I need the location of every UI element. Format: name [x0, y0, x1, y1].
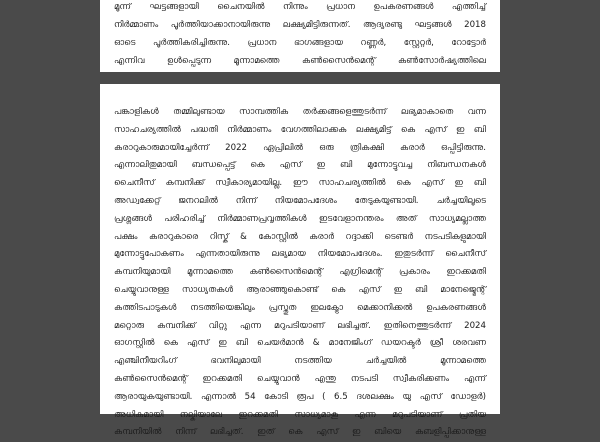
text-line: പക്ഷം കരാറുകാരെ റിസ്ക് & കോസ്റ്റിൽ കരാർ റദ്ദാക്കി ടെണ്ടർ നടപടികളുമായി	[114, 231, 486, 242]
text-line: കമ്പനിയിൽ നിന്ന് ലഭിച്ചത്. ഇത് കെ എസ് ഇ ബിയെ കബളിപ്പിക്കാനുള്ള	[114, 427, 486, 438]
text-line: കരാറുകാരുമായിച്ചേർന്ന് 2022 ഏപ്രിലിൽ ഒരു ത്രികക്ഷി കരാർ ഒപ്പിട്ടിരുന്നു.	[114, 142, 486, 153]
text-line: ഓഗസ്റ്റിൽ കെ എസ് ഇ ബി ചെയർമാൻ & മാനേജിംഗ് ഡയറക്ടർ ശ്രീ ശരവണ	[114, 338, 486, 349]
text-line: പ്രശ്നങ്ങൾ പരിഹരിച്ച് നിർമ്മാണപ്രവൃത്തികൾ ഇടവേളാനന്തരം അത് സാധ്യമല്ലാത്ത	[114, 213, 486, 224]
document-page-previous	[100, 0, 500, 72]
text-line: ചൈനീസ് കമ്പനിക്ക് സ്വീകാര്യമായില്ല. ഈ സാഹചര്യത്തിൽ കെ എസ് ഇ ബി	[114, 178, 486, 189]
document-page-current	[100, 84, 500, 438]
text-line: മൂന്ന് ഘട്ടങ്ങളായി ചൈനയിൽ നിന്നും പ്രധാന ഉപകരണങ്ങൾ എത്തിച്ച്	[114, 2, 486, 12]
text-line: സാഹചര്യത്തിൽ പദ്ധതി നിർമ്മാണം വേഗത്തിലാക്കക ലക്ഷ്യമിട്ട് കെ എസ് ഇ ബി	[114, 124, 486, 135]
text-line: കത്തിടപാടുകൾ നടത്തിയെങ്കിലും പ്രസ്തുത ഇലക്ട്രോ മെക്കാനിക്കൽ ഉപകരണങ്ങൾ	[114, 302, 486, 313]
text-line: എന്നിവ ഉൾപ്പെടുന്ന മൂന്നാമത്തെ കൺസൈൻമെന്റ് കൺസോർഷ്യത്തിലെ	[114, 56, 486, 66]
text-line: കൺസൈൻമെന്റ് ഇറക്കമതി ചെയ്യുവാൻ എന്തു നടപടി സ്വീകരിക്കണം എന്ന്	[114, 373, 486, 384]
text-line: കമ്പനിയുമായി മൂന്നാമത്തെ കൺസൈൻമെന്റ് എഗ്രിമെന്റ് പ്രകാരം ഇറക്കമതി	[114, 267, 486, 278]
text-line: ആരായുകയുണ്ടായി. എന്നാൽ 54 കോടി രൂപ ( 6.5 ദശലക്ഷം യു എസ് ഡോളർ)	[114, 391, 486, 402]
text-line: എന്നാലിതുമായി ബന്ധപ്പെട്ട് കെ എസ് ഇ ബി മുന്നോട്ടുവച്ച നിബന്ധനകൾ	[114, 160, 486, 171]
text-line: മറ്റൊരു കമ്പനിക്ക് വിറ്റു എന്ന മറുപടിയാണ് ലഭിച്ചത്. ഇതിനെത്തുടർന്ന് 2024	[114, 320, 486, 331]
text-line: അധികമായി നല്കിയാലേ ഇറക്കമതി സാധ്യമാകൂ എന്ന മറുപടിയാണ് പ്രതിയ	[114, 409, 486, 420]
text-line: അഡ്വക്കേറ്റ് ജനറലിൽ നിന്ന് നിയമോപദേശം തേടുകയുണ്ടായി. ചർച്ചയിലൂടെ	[114, 195, 486, 206]
text-line: പങ്കാളികൾ തമ്മിലുണ്ടായ സാമ്പത്തിക തർക്കങ്ങളെത്തുടർന്ന് ലഭ്യമാകാതെ വന്ന	[114, 107, 486, 117]
text-line: നിർമ്മാണം പൂർത്തിയാക്കാനായിരുന്നു ലക്ഷ്യമിട്ടിരുന്നത്. ആദ്യരണ്ടു ഘട്ടങ്ങൾ 2018	[114, 20, 486, 30]
text-line: എഞ്ചിനീയറിംഗ് ഭവനിലുമായി നടത്തിയ ചർച്ചയിൽ മൂന്നാമത്തെ	[114, 356, 486, 367]
text-line: ഓടെ പൂർത്തികരിച്ചിരുന്നു. പ്രധാന ഭാഗങ്ങളായ റണ്ണർ, സ്റ്റേറ്റർ, റോട്ടോർ	[114, 38, 486, 48]
text-line: ചെയ്യുവാനുള്ള സാധ്യതകൾ ആരാഞ്ഞുകൊണ്ട് കെ എസ് ഇ ബി മാനേജ്മെന്റ്	[114, 284, 486, 295]
text-line: മുന്നോട്ടുപോകണം എന്നതായിരുന്നു ലഭ്യമായ നിയമോപദേശം. ഇതുടർന്ന് ചൈനീസ്	[114, 249, 486, 260]
